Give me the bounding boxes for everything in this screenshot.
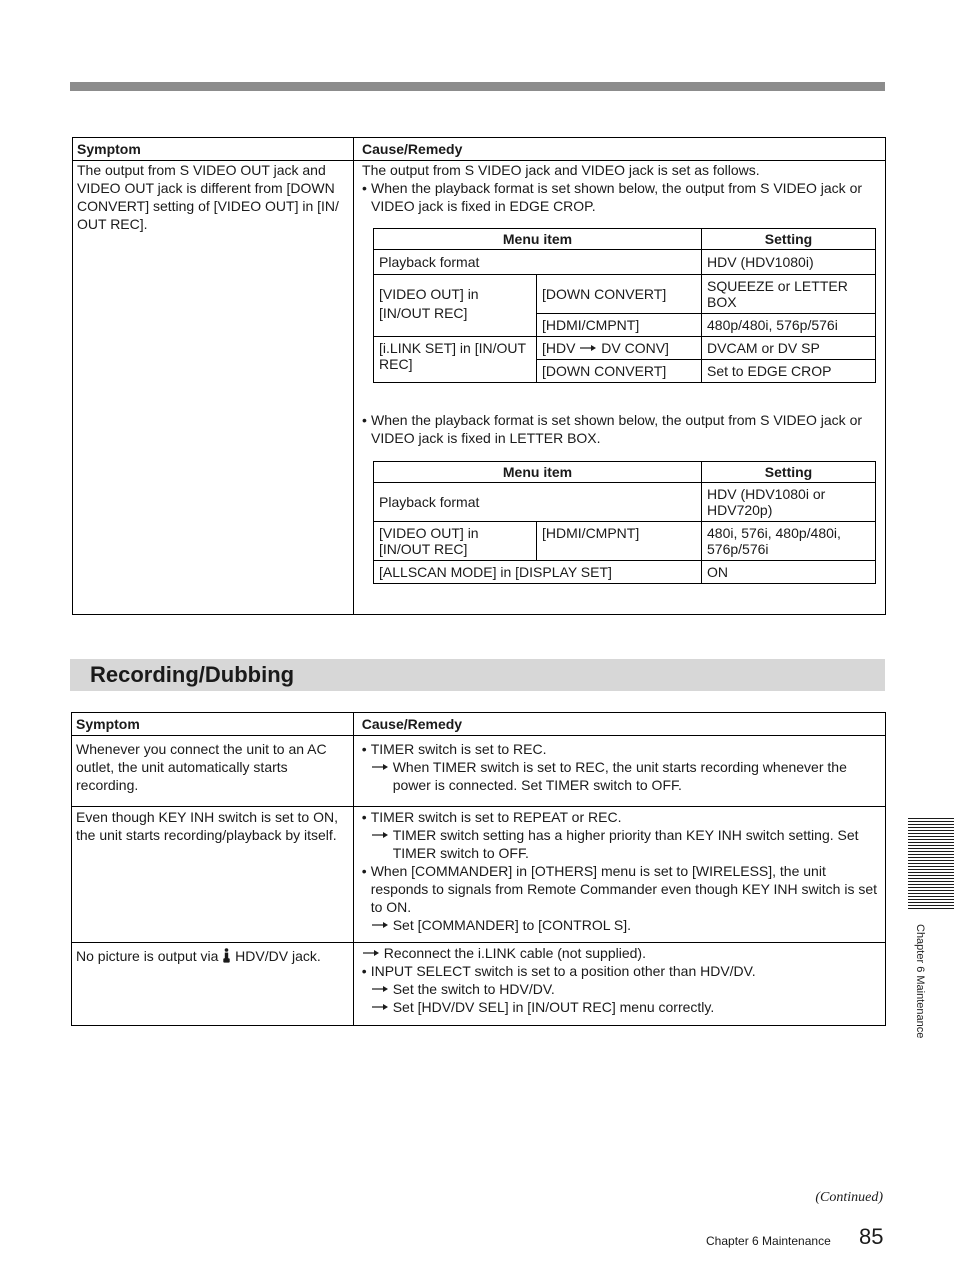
cause-bullet: • When the playback format is set shown below, the output from S VIDEO jack or VIDEO jack is fixed in LETTER BOX. bbox=[362, 411, 881, 447]
submenu-text-start: [HDV bbox=[542, 340, 580, 356]
table-row bbox=[374, 483, 876, 522]
remedy-text: Set [HDV/DV SEL] in [IN/OUT REC] menu correctly. bbox=[392, 999, 715, 1015]
chapter-tab-marker bbox=[908, 818, 954, 911]
cause-cell bbox=[353, 807, 885, 943]
cause-header: Cause/Remedy bbox=[354, 138, 886, 161]
setting-cell: 480i, 576i, 480p/480i, 576p/576i bbox=[702, 522, 876, 561]
cause-cell bbox=[354, 161, 886, 615]
cause-bullet: • TIMER switch is set to REC. bbox=[362, 740, 881, 758]
table-row bbox=[374, 275, 876, 314]
cause-bullet: • INPUT SELECT switch is set to a position other than HDV/DV. bbox=[362, 962, 881, 980]
setting-cell: ON bbox=[702, 561, 876, 584]
side-chapter-label: Chapter 6 Maintenance bbox=[914, 924, 926, 1039]
remedy-item bbox=[362, 916, 881, 934]
table-header-row bbox=[73, 138, 886, 161]
inner-header-row bbox=[374, 229, 876, 250]
arrow-right-icon bbox=[371, 826, 389, 844]
setting-cell: Set to EDGE CROP bbox=[702, 360, 876, 383]
table-row bbox=[374, 337, 876, 360]
submenu-text-end: DV CONV] bbox=[597, 340, 669, 356]
table-row bbox=[73, 161, 886, 615]
table-header-row bbox=[72, 713, 886, 736]
top-rule bbox=[70, 82, 885, 91]
menu-item-cell: Playback format bbox=[374, 250, 702, 275]
troubleshooting-table-recording bbox=[71, 712, 886, 1026]
table-row bbox=[374, 250, 876, 275]
table-row bbox=[72, 807, 886, 943]
menu-item-header: Menu item bbox=[374, 229, 702, 250]
cause-bullet: • When [COMMANDER] in [OTHERS] menu is set to [WIRELESS], the unit responds to signals from Remote Commander even though KEY INH switch is set to ON. bbox=[362, 862, 881, 916]
submenu-cell: [HDMI/CMPNT] bbox=[537, 314, 702, 337]
troubleshooting-table-output bbox=[72, 137, 886, 615]
continued-note: (Continued) bbox=[815, 1190, 883, 1205]
arrow-right-icon bbox=[371, 980, 389, 998]
remedy-item bbox=[362, 944, 881, 962]
menu-group-cell: [VIDEO OUT] in [IN/OUT REC] bbox=[374, 275, 537, 337]
remedy-text: When TIMER switch is set to REC, the unit starts recording whenever the power is connected. Set TIMER switch to OFF. bbox=[392, 759, 847, 793]
setting-cell: DVCAM or DV SP bbox=[702, 337, 876, 360]
menu-group-cell: [VIDEO OUT] in [IN/OUT REC] bbox=[374, 522, 537, 561]
symptom-cell bbox=[73, 161, 354, 615]
arrow-right-icon bbox=[371, 916, 389, 934]
menu-item-header: Menu item bbox=[374, 462, 702, 483]
submenu-cell bbox=[537, 337, 702, 360]
cause-cell bbox=[353, 943, 885, 1026]
inner-header-row bbox=[374, 462, 876, 483]
remedy-item bbox=[362, 980, 881, 998]
remedy-item bbox=[362, 758, 881, 794]
section-header bbox=[70, 659, 885, 691]
menu-settings-table bbox=[373, 461, 876, 584]
table-row bbox=[374, 522, 876, 561]
setting-header: Setting bbox=[702, 229, 876, 250]
cause-header: Cause/Remedy bbox=[353, 713, 885, 736]
table-row bbox=[374, 561, 876, 584]
arrow-right-icon bbox=[371, 758, 389, 776]
arrow-right-icon bbox=[371, 998, 389, 1016]
setting-cell: 480p/480i, 576p/576i bbox=[702, 314, 876, 337]
submenu-cell: [HDMI/CMPNT] bbox=[537, 522, 702, 561]
remedy-text: Set the switch to HDV/DV. bbox=[392, 981, 555, 997]
symptom-cell bbox=[72, 943, 354, 1026]
arrow-right-icon bbox=[362, 944, 380, 962]
table-row bbox=[72, 736, 886, 807]
menu-group-cell: [i.LINK SET] in [IN/OUT REC] bbox=[374, 337, 537, 383]
menu-settings-table bbox=[373, 228, 876, 383]
submenu-cell: [DOWN CONVERT] bbox=[537, 275, 702, 314]
cause-bullet: • When the playback format is set shown below, the output from S VIDEO jack or VIDEO jack is fixed in EDGE CROP. bbox=[362, 179, 881, 215]
symptom-text-start: No picture is output via bbox=[76, 948, 223, 964]
cause-bullet: • TIMER switch is set to REPEAT or REC. bbox=[362, 808, 881, 826]
symptom-cell: Whenever you connect the unit to an AC outlet, the unit automatically starts recording. bbox=[72, 736, 354, 807]
cause-intro: The output from S VIDEO jack and VIDEO jack is set as follows. bbox=[362, 162, 760, 178]
setting-cell: SQUEEZE or LETTER BOX bbox=[702, 275, 876, 314]
symptom-header: Symptom bbox=[72, 713, 354, 736]
footer-chapter: Chapter 6 Maintenance bbox=[706, 1234, 831, 1248]
setting-header: Setting bbox=[702, 462, 876, 483]
table-row bbox=[72, 943, 886, 1026]
arrow-right-icon bbox=[579, 343, 597, 353]
remedy-item bbox=[362, 826, 881, 862]
i-link-icon bbox=[223, 948, 230, 963]
symptom-text-end: HDV/DV jack. bbox=[231, 948, 321, 964]
page-number: 85 bbox=[859, 1224, 884, 1249]
submenu-cell: [DOWN CONVERT] bbox=[537, 360, 702, 383]
cause-cell bbox=[353, 736, 885, 807]
symptom-header: Symptom bbox=[73, 138, 354, 161]
setting-cell: HDV (HDV1080i or HDV720p) bbox=[702, 483, 876, 522]
symptom-cell: Even though KEY INH switch is set to ON, the unit starts recording/playback by itself. bbox=[72, 807, 354, 943]
symptom-text: The output from S VIDEO OUT jack and VIDEO OUT jack is different from [DOWN CONVERT] setting of [VIDEO OUT] in [IN/ OUT REC]. bbox=[77, 162, 339, 232]
menu-item-cell: [ALLSCAN MODE] in [DISPLAY SET] bbox=[374, 561, 702, 584]
menu-item-cell: Playback format bbox=[374, 483, 702, 522]
remedy-text: TIMER switch setting has a higher priority than KEY INH switch setting. Set TIMER switch to OFF. bbox=[392, 827, 859, 861]
remedy-text: Reconnect the i.LINK cable (not supplied). bbox=[383, 945, 646, 961]
setting-cell: HDV (HDV1080i) bbox=[702, 250, 876, 275]
remedy-text: Set [COMMANDER] to [CONTROL S]. bbox=[392, 917, 631, 933]
section-title: Recording/Dubbing bbox=[90, 662, 295, 687]
remedy-item bbox=[362, 998, 881, 1016]
